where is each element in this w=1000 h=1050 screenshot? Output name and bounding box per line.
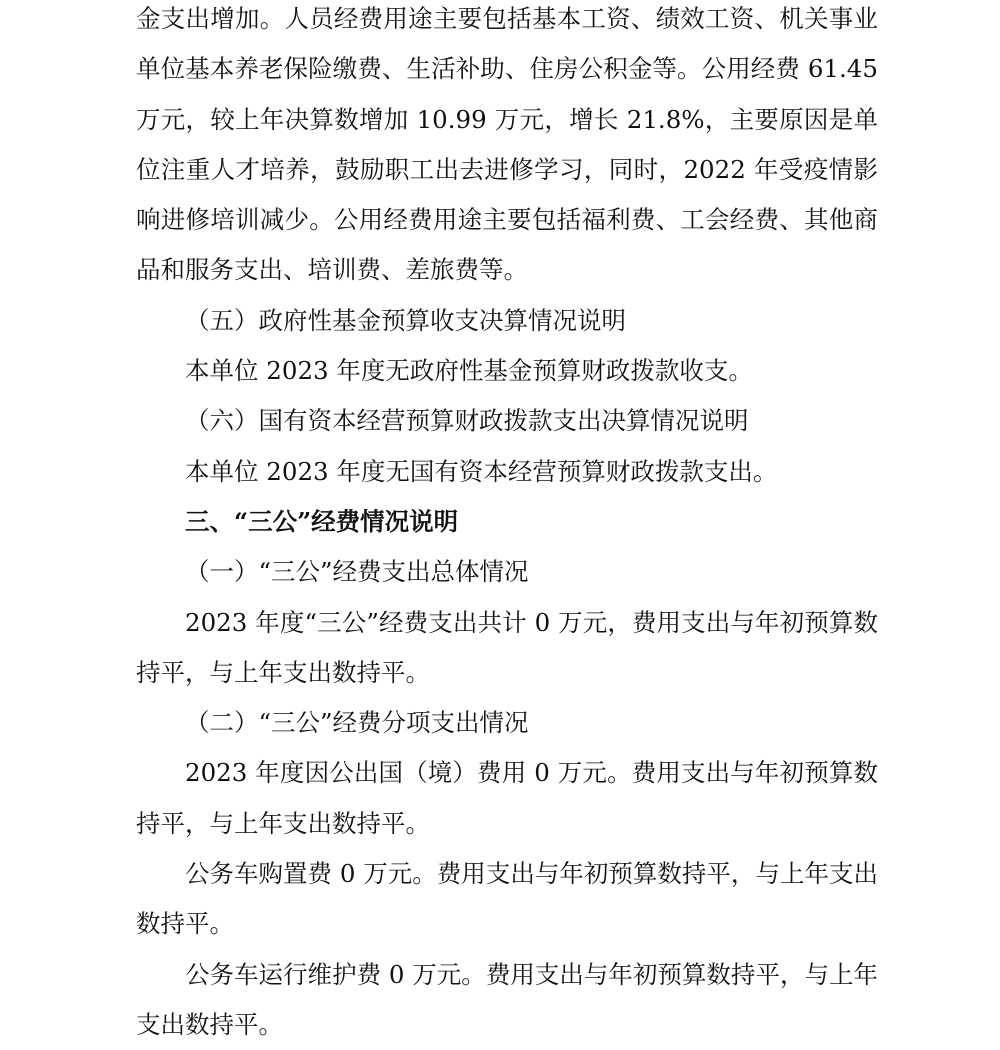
heading-three-public-itemized: （二）“三公”经费分项支出情况 bbox=[185, 708, 529, 738]
paragraph-government-fund-budget: 本单位 2023 年度无政府性基金预算财政拨款收支。 bbox=[185, 356, 753, 386]
heading-three-public-overall: （一）“三公”经费支出总体情况 bbox=[185, 557, 529, 587]
paragraph-vehicle-purchase: 公务车购置费 0 万元。费用支出与年初预算数持平，与上年支出数持平。 bbox=[136, 859, 878, 939]
document-page bbox=[136, 0, 878, 1050]
paragraph-funding-continued: 金支出增加。人员经费用途主要包括基本工资、绩效工资、机关事业单位基本养老保险缴费、生活补助、住房公积金等。公用经费 61.45 万元，较上年决算数增加 10.99 万元，增长 21.8%，主要原因是单位注重人才培养，鼓励职工出去进修学习，同时，2022 年受疫情影响进修培训减少。公用经费用途主要包括福利费、工会经费、其他商品和服务支出、培训费、差旅费等。 bbox=[136, 4, 878, 285]
paragraph-vehicle-maintenance: 公务车运行维护费 0 万元。费用支出与年初预算数持平，与上年支出数持平。 bbox=[136, 959, 878, 1039]
heading-three-public-expenses: 三、“三公”经费情况说明 bbox=[185, 506, 459, 536]
heading-state-capital-budget: （六）国有资本经营预算财政拨款支出决算情况说明 bbox=[185, 406, 749, 436]
heading-government-fund-budget: （五）政府性基金预算收支决算情况说明 bbox=[185, 305, 626, 335]
paragraph-three-public-overall: 2023 年度“三公”经费支出共计 0 万元，费用支出与年初预算数持平，与上年支出数持平。 bbox=[136, 607, 878, 687]
paragraph-overseas-travel: 2023 年度因公出国（境）费用 0 万元。费用支出与年初预算数持平，与上年支出数持平。 bbox=[136, 758, 878, 838]
paragraph-state-capital-budget: 本单位 2023 年度无国有资本经营预算财政拨款支出。 bbox=[185, 456, 778, 486]
